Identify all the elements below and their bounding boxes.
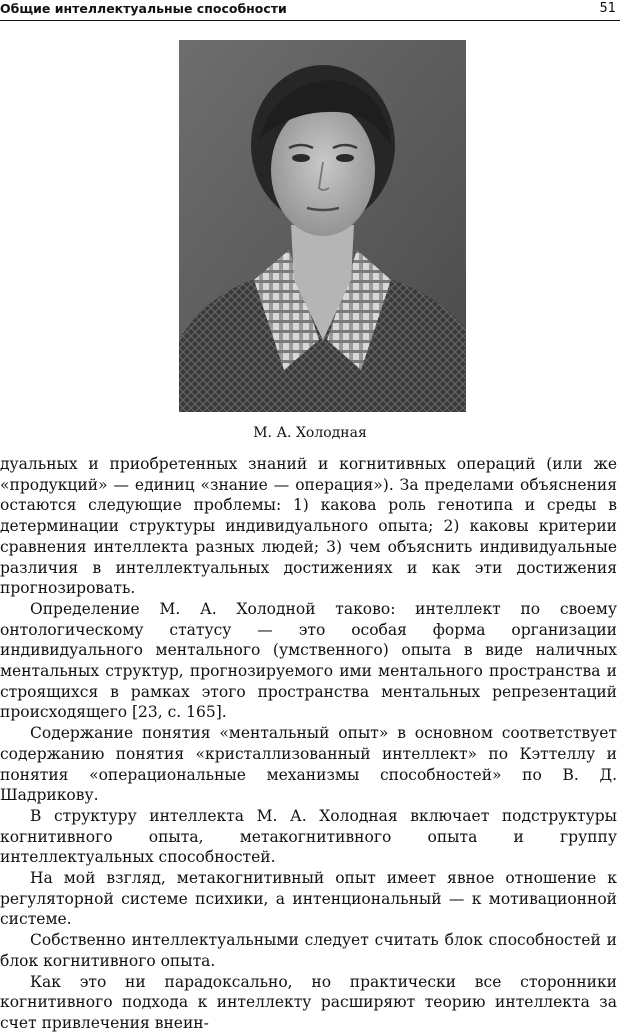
paragraph: В структуру интеллекта М. А. Холодная включает подструктуры когнитивного опыта, метакогнитивного опыта и группу интеллектуальных способностей. <box>0 806 617 867</box>
running-header <box>0 0 620 21</box>
paragraph: Собственно интеллектуальными следует считать блок способностей и блок когнитивного опыта. <box>0 931 617 970</box>
paragraph: дуальных и приобретенных знаний и когнитивных операций (или же «продукций» — единиц «знание — операция»). За пределами объяснения остаются следующие проблемы: 1) какова роль генотипа и среды в детерминации структуры индивидуального опыта; 2) каковы критерии сравнения интеллекта разных людей; 3) чем объяснить индивидуальные различия в интеллектуальных достижениях и как эти достижения прогнозировать. <box>0 455 617 598</box>
running-header-title: Общие интеллектуальные способности <box>0 1 287 16</box>
paragraph: Определение М. А. Холодной таково: интеллект по своему онтологическому статусу — это особая форма организации индивидуального ментального (умственного) опыта в виде наличных ментальных структур, прогнозируемого ими ментального пространства и строящихся в рамках этого пространства ментальных репрезентаций происходящего [23, с. 165]. <box>0 599 617 722</box>
paragraph: На мой взгляд, метакогнитивный опыт имеет явное отношение к регуляторной системе психики, а интенциональный — к мотивационной системе. <box>0 869 617 929</box>
figure-caption: М. А. Холодная <box>253 425 367 441</box>
body-text <box>0 454 617 1034</box>
portrait-photo <box>179 40 466 412</box>
paragraph: Как это ни парадоксально, но практически все сторонники когнитивного подхода к интеллекту расширяют теорию интеллекта за счет привлечения внеин- <box>0 972 617 1032</box>
page-number: 51 <box>599 1 616 16</box>
paragraph: Содержание понятия «ментальный опыт» в основном соответствует содержанию понятия «кристаллизованный интеллект» по Кэттеллу и понятия «операциональные механизмы способностей» по В. Д. Шадрикову. <box>0 724 617 805</box>
